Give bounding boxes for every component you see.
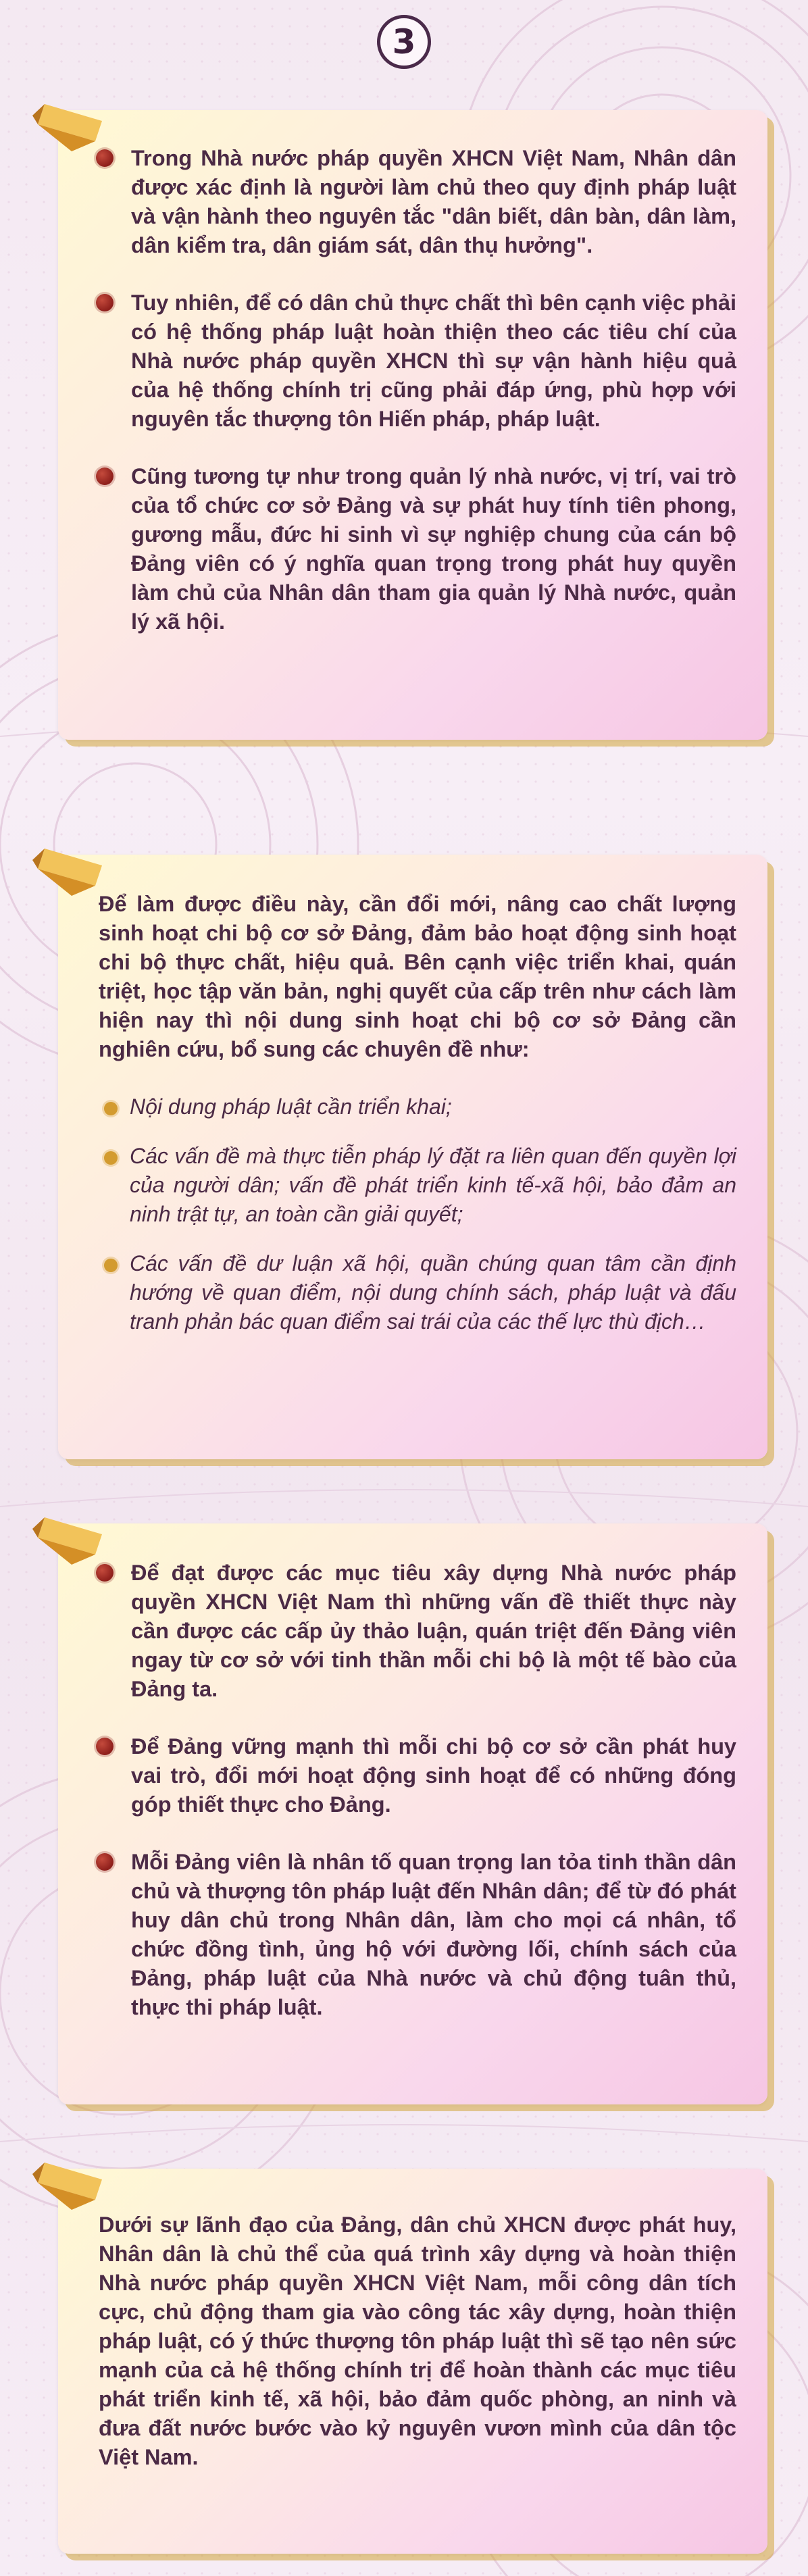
card2-item-1-text: Nội dung pháp luật cần triển khai;	[130, 1094, 452, 1119]
sub-bullet-dot-icon	[104, 1259, 118, 1272]
card3-bullet-2	[96, 1732, 736, 1819]
info-card-3	[58, 1523, 767, 2104]
ribbon-fold-icon	[31, 101, 105, 155]
card2-item-3	[99, 1249, 736, 1336]
card1-bullet-2-text: Tuy nhiên, để có dân chủ thực chất thì bên cạnh việc phải có hệ thống pháp luật hoàn thiện theo các tiêu chí của Nhà nước pháp quyền XHCN thì sự vận hành hiệu quả của hệ thống chính trị cũng phải đáp ứng, phù hợp với nguyên tắc thượng tôn Hiến pháp, pháp luật.	[131, 291, 736, 431]
card1-bullet-3	[96, 462, 736, 636]
card2-item-3-text: Các vấn đề dư luận xã hội, quần chúng quan tâm cần định hướng về quan điểm, nội dung chính sách, pháp luật và đấu tranh phản bác quan điểm sai trái của các thế lực thù địch…	[130, 1251, 736, 1334]
card1-bullet-3-text: Cũng tương tự như trong quản lý nhà nước, vị trí, vai trò của tổ chức cơ sở Đảng và sự phát huy tính tiên phong, gương mẫu, đức hi sinh vì sự nghiệp chung của cán bộ Đảng viên có ý nghĩa quan trọng trong phát huy quyền làm chủ của Nhân dân tham gia quản lý Nhà nước, quản lý xã hội.	[131, 464, 736, 634]
card2-item-2	[99, 1142, 736, 1229]
ribbon-fold-icon	[31, 2159, 105, 2213]
card2-item-1	[99, 1092, 736, 1121]
info-card-4	[58, 2169, 767, 2554]
bullet-dot-icon	[96, 468, 113, 485]
card2-item-2-text: Các vấn đề mà thực tiễn pháp lý đặt ra liên quan đến quyền lợi của người dân; vấn đề phát triển kinh tế-xã hội, bảo đảm an ninh trật tự, an toàn cần giải quyết;	[130, 1144, 736, 1226]
info-card-2	[58, 855, 767, 1459]
card2-intro: Để làm được điều này, cần đổi mới, nâng cao chất lượng sinh hoạt chi bộ cơ sở Đảng, đảm bảo hoạt động sinh hoạt chi bộ thực chất, hiệu quả. Bên cạnh việc triển khai, quán triệt, học tập văn bản, nghị quyết của cấp trên như cách làm hiện nay thì nội dung sinh hoạt chi bộ cơ sở Đảng cần nghiên cứu, bổ sung các chuyên đề như:	[99, 892, 736, 1061]
step-number-badge	[377, 15, 431, 69]
sub-bullet-dot-icon	[104, 1151, 118, 1165]
info-card-1	[58, 110, 767, 740]
sub-bullet-dot-icon	[104, 1102, 118, 1115]
bullet-dot-icon	[96, 294, 113, 311]
card1-bullet-1	[96, 144, 736, 260]
bullet-dot-icon	[96, 1853, 113, 1871]
card3-bullet-1-text: Để đạt được các mục tiêu xây dựng Nhà nước pháp quyền XHCN Việt Nam thì những vấn đề thiết thực này cần được các cấp ủy thảo luận, quán triệt đến Đảng viên ngay từ cơ sở với tinh thần mỗi chi bộ là một tế bào của Đảng ta.	[131, 1561, 736, 1701]
step-number: 3	[392, 22, 416, 61]
bullet-dot-icon	[96, 1738, 113, 1755]
ribbon-fold-icon	[31, 1514, 105, 1568]
card1-bullet-1-text: Trong Nhà nước pháp quyền XHCN Việt Nam, Nhân dân được xác định là người làm chủ theo quy định pháp luật và vận hành theo nguyên tắc "dân biết, dân bàn, dân làm, dân kiểm tra, dân giám sát, dân thụ hưởng".	[131, 146, 736, 257]
card1-bullet-2	[96, 288, 736, 434]
card3-bullet-2-text: Để Đảng vững mạnh thì mỗi chi bộ cơ sở cần phát huy vai trò, đổi mới hoạt động sinh hoạt để có những đóng góp thiết thực cho Đảng.	[131, 1734, 736, 1817]
card4-conclusion: Dưới sự lãnh đạo của Đảng, dân chủ XHCN được phát huy, Nhân dân là chủ thể của quá trình xây dựng và hoàn thiện Nhà nước pháp quyền XHCN Việt Nam, mỗi công dân tích cực, chủ động tham gia vào công tác xây dựng, hoàn thiện pháp luật, có ý thức thượng tôn pháp luật thì sẽ tạo nên sức mạnh của cả hệ thống chính trị để hoàn thành các mục tiêu phát triển kinh tế, xã hội, bảo đảm quốc phòng, an ninh và đưa đất nước bước vào kỷ nguyên vươn mình của dân tộc Việt Nam.	[99, 2213, 736, 2469]
ribbon-fold-icon	[31, 845, 105, 899]
card3-bullet-3-text: Mỗi Đảng viên là nhân tố quan trọng lan tỏa tinh thần dân chủ và thượng tôn pháp luật đến Nhân dân; để từ đó phát huy dân chủ trong Nhân dân, làm cho mọi cá nhân, tổ chức đồng tình, ủng hộ với đường lối, chính sách của Đảng, pháp luật của Nhà nước và chủ động tuân thủ, thực thi pháp luật.	[131, 1850, 736, 2019]
card3-bullet-1	[96, 1559, 736, 1704]
card3-bullet-3	[96, 1848, 736, 2022]
